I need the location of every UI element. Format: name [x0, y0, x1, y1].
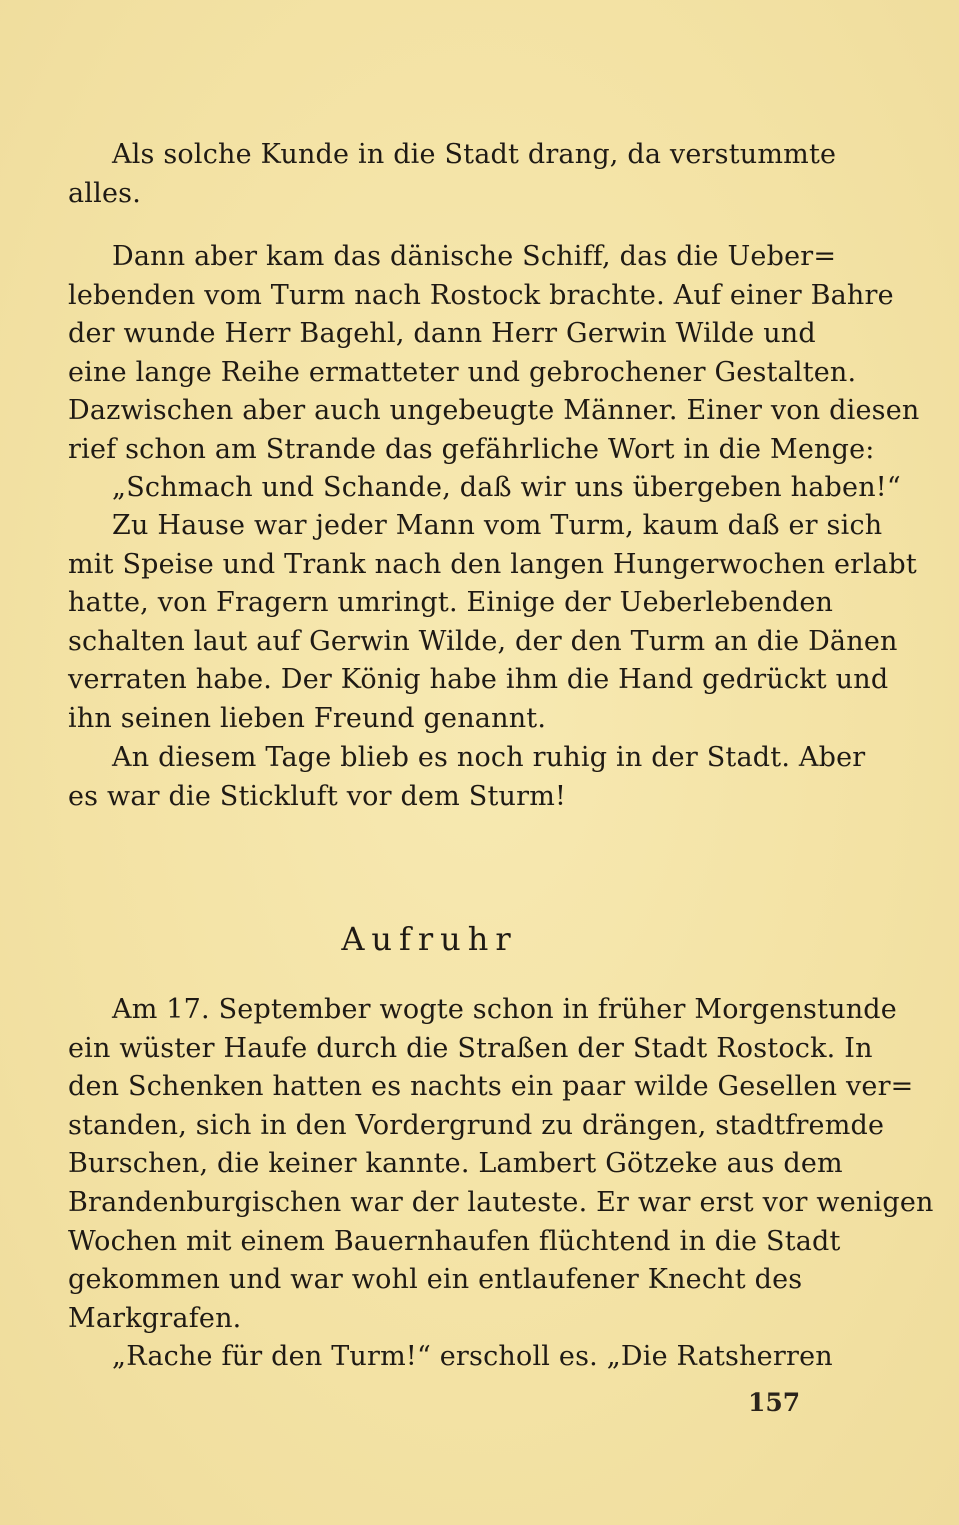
text-line: hatte, von Fragern umringt. Einige der Ueberlebenden	[68, 587, 834, 619]
text-line: Zu Hause war jeder Mann vom Turm, kaum daß er sich	[112, 510, 883, 541]
text-line: Am 17. September wogte schon in früher Morgenstunde	[112, 994, 897, 1025]
paragraph-4	[68, 507, 917, 739]
text-line: Burschen, die keiner kannte. Lambert Götzeke aus dem	[68, 1148, 843, 1180]
text-line: verraten habe. Der König habe ihm die Hand gedrückt und	[68, 664, 889, 696]
text-line: Markgrafen.	[68, 1302, 242, 1334]
paragraph-1	[68, 136, 837, 213]
paragraph-5	[68, 739, 866, 816]
text-line: standen, sich in den Vordergrund zu drängen, stadtfremde	[68, 1109, 885, 1141]
text-line: rief schon am Strande das gefährliche Wort in die Menge:	[68, 433, 875, 465]
text-line: mit Speise und Trank nach den langen Hungerwochen erlabt	[68, 548, 917, 580]
text-line: Dazwischen aber auch ungebeugte Männer. Einer von diesen	[68, 395, 920, 427]
page-number: 157	[748, 1388, 801, 1417]
text-line: alles.	[68, 177, 141, 209]
text-line: „Schmach und Schande, daß wir uns übergeben haben!“	[112, 472, 901, 503]
text-line: ihn seinen lieben Freund genannt.	[68, 702, 547, 734]
text-line: Als solche Kunde in die Stadt drang, da verstummte	[112, 139, 837, 170]
paragraph-6	[68, 991, 934, 1338]
section-heading: Aufruhr	[341, 920, 518, 958]
text-line: Dann aber kam das dänische Schiff, das die Ueber=	[112, 241, 837, 272]
text-line: gekommen und war wohl ein entlaufener Knecht des	[68, 1264, 803, 1296]
text-line: schalten laut auf Gerwin Wilde, der den Turm an die Dänen	[68, 625, 898, 657]
text-line: den Schenken hatten es nachts ein paar wilde Gesellen ver=	[68, 1071, 914, 1103]
text-line: es war die Stickluft vor dem Sturm!	[68, 780, 567, 812]
text-line: An diesem Tage blieb es noch ruhig in der Stadt. Aber	[112, 742, 866, 773]
paragraph-7	[68, 1338, 833, 1377]
text-line: lebenden vom Turm nach Rostock brachte. Auf einer Bahre	[68, 279, 894, 311]
paragraph-2	[68, 238, 920, 470]
text-line: der wunde Herr Bagehl, dann Herr Gerwin Wilde und	[68, 318, 816, 350]
text-line: ein wüster Haufe durch die Straßen der Stadt Rostock. In	[68, 1032, 873, 1064]
text-line: eine lange Reihe ermatteter und gebrochener Gestalten.	[68, 356, 857, 388]
text-line: Wochen mit einem Bauernhaufen flüchtend in die Stadt	[68, 1225, 841, 1257]
paragraph-3	[68, 469, 901, 508]
text-line: „Rache für den Turm!“ erscholl es. „Die Ratsherren	[112, 1341, 833, 1372]
text-line: Brandenburgischen war der lauteste. Er war erst vor wenigen	[68, 1186, 934, 1218]
